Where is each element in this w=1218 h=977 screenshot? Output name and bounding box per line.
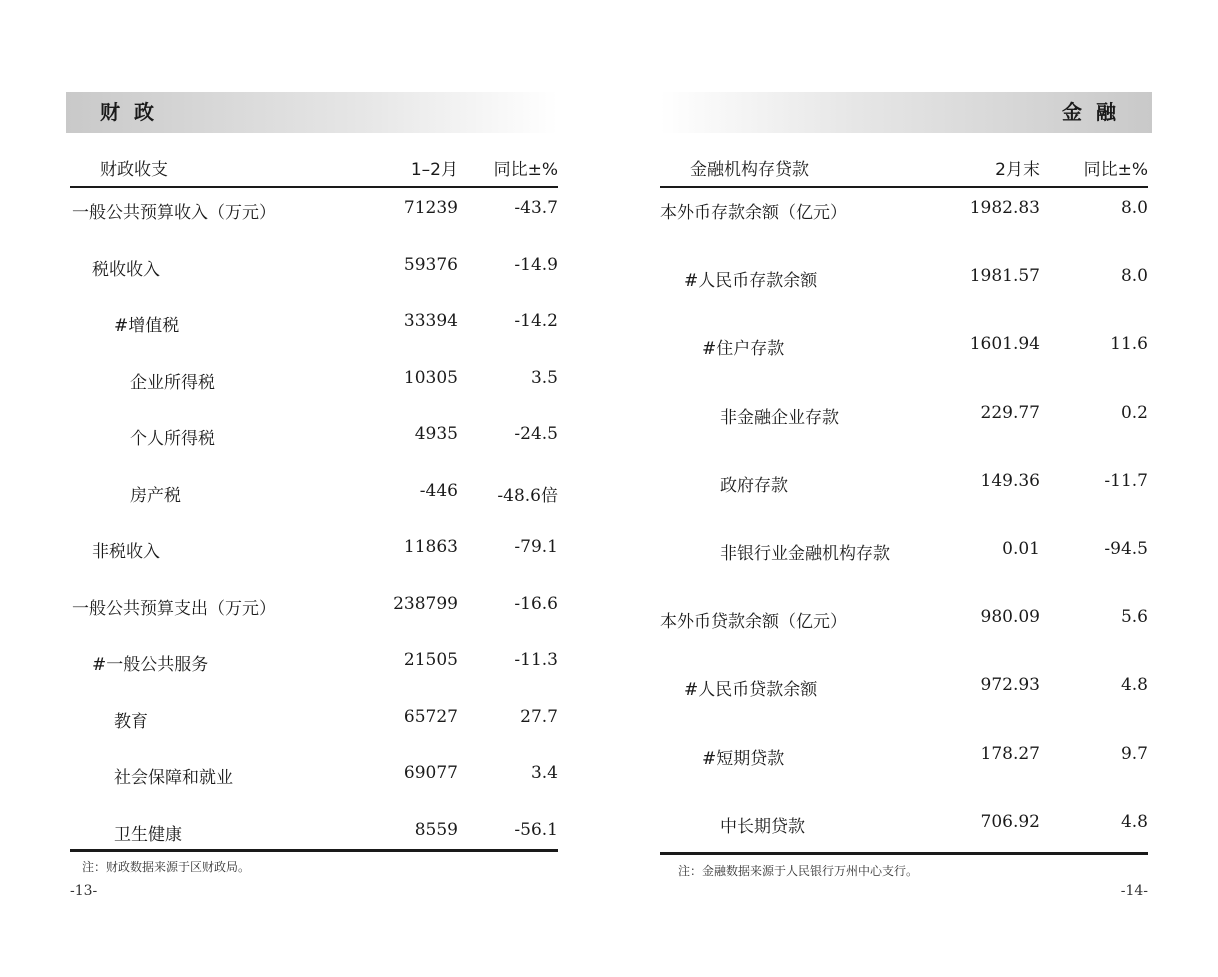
page-number: -13- bbox=[70, 883, 98, 899]
row-yoy: 4.8 bbox=[1120, 675, 1148, 696]
row-value: 1601.94 bbox=[969, 334, 1040, 355]
row-yoy: 3.4 bbox=[530, 763, 558, 783]
row-label: 政府存款 bbox=[720, 475, 788, 496]
row-yoy: 4.8 bbox=[1120, 811, 1148, 832]
row-label: #一般公共服务 bbox=[92, 655, 209, 675]
table-row bbox=[70, 188, 558, 245]
source-note: 注：财政数据来源于区财政局。 bbox=[82, 860, 251, 874]
row-label: #人民币贷款余额 bbox=[684, 680, 818, 701]
table-row bbox=[70, 358, 558, 415]
header-period: 2月末 bbox=[995, 160, 1040, 180]
row-label: #住户存款 bbox=[702, 339, 785, 360]
row-yoy: -48.6倍 bbox=[497, 485, 558, 506]
row-value: 10305 bbox=[403, 367, 458, 388]
table-row bbox=[70, 584, 558, 641]
row-yoy: 9.7 bbox=[1120, 743, 1148, 764]
row-yoy: 5.6 bbox=[1120, 607, 1148, 628]
row-value: -446 bbox=[419, 480, 458, 501]
table-row bbox=[660, 461, 1148, 529]
row-value: 972.93 bbox=[980, 675, 1040, 696]
row-value: 8559 bbox=[414, 819, 458, 840]
row-value: 980.09 bbox=[980, 607, 1040, 628]
row-label: 中长期贷款 bbox=[720, 816, 805, 837]
row-label: 教育 bbox=[114, 711, 148, 732]
table-row bbox=[660, 802, 1148, 870]
table-row bbox=[660, 393, 1148, 461]
row-value: 65727 bbox=[403, 706, 458, 727]
row-value: 229.77 bbox=[980, 402, 1040, 423]
header-item: 金融机构存贷款 bbox=[690, 160, 809, 180]
row-label: 社会保障和就业 bbox=[114, 768, 233, 788]
row-yoy: -56.1 bbox=[514, 819, 558, 840]
table-row bbox=[70, 527, 558, 584]
section-title: 金融 bbox=[1062, 100, 1130, 124]
row-value: 1982.83 bbox=[969, 198, 1040, 218]
row-value: 71239 bbox=[403, 198, 458, 218]
row-label: 企业所得税 bbox=[130, 372, 215, 393]
table-row bbox=[70, 301, 558, 358]
row-yoy: -11.7 bbox=[1104, 470, 1148, 491]
row-label: 非税收入 bbox=[92, 542, 160, 562]
table-row bbox=[660, 324, 1148, 392]
row-label: 一般公共预算支出（万元） bbox=[72, 598, 276, 619]
row-yoy: -14.9 bbox=[514, 254, 558, 275]
table-bottom-rule bbox=[660, 852, 1148, 855]
banking-table bbox=[660, 152, 1148, 870]
table-row bbox=[660, 597, 1148, 665]
table-header bbox=[660, 152, 1148, 188]
row-yoy: 8.0 bbox=[1120, 198, 1148, 218]
row-yoy: 8.0 bbox=[1120, 266, 1148, 287]
fiscal-table bbox=[70, 152, 558, 866]
header-yoy: 同比±% bbox=[493, 160, 558, 180]
source-note: 注：金融数据来源于人民银行万州中心支行。 bbox=[678, 864, 919, 878]
table-row bbox=[660, 256, 1148, 324]
row-label: 本外币贷款余额（亿元） bbox=[660, 612, 847, 633]
row-value: 0.01 bbox=[1002, 538, 1040, 559]
section-title: 财政 bbox=[100, 100, 168, 124]
row-value: 178.27 bbox=[980, 743, 1040, 764]
header-yoy: 同比±% bbox=[1083, 160, 1148, 180]
table-row bbox=[660, 665, 1148, 733]
row-yoy: -16.6 bbox=[514, 593, 558, 614]
row-label: 卫生健康 bbox=[114, 824, 182, 845]
row-yoy: 11.6 bbox=[1110, 334, 1148, 355]
row-label: 非银行业金融机构存款 bbox=[720, 543, 890, 564]
row-yoy: 0.2 bbox=[1120, 402, 1148, 423]
table-row bbox=[70, 414, 558, 471]
row-value: 4935 bbox=[414, 424, 458, 444]
row-label: #增值税 bbox=[114, 316, 180, 336]
table-row bbox=[70, 697, 558, 754]
row-label: #人民币存款余额 bbox=[684, 271, 818, 292]
header-period: 1–2月 bbox=[410, 160, 458, 180]
page-number: -14- bbox=[1120, 883, 1148, 899]
section-banner-banking bbox=[660, 92, 1152, 133]
table-row bbox=[70, 471, 558, 528]
table-header bbox=[70, 152, 558, 188]
row-yoy: -24.5 bbox=[514, 424, 558, 444]
table-row bbox=[660, 188, 1148, 256]
row-label: 房产税 bbox=[130, 485, 181, 506]
row-yoy: -14.2 bbox=[514, 311, 558, 331]
row-yoy: 3.5 bbox=[530, 367, 558, 388]
row-yoy: -11.3 bbox=[514, 650, 558, 670]
section-banner-finance bbox=[66, 92, 558, 133]
row-label: 个人所得税 bbox=[130, 429, 215, 449]
row-value: 149.36 bbox=[980, 470, 1040, 491]
row-value: 1981.57 bbox=[969, 266, 1040, 287]
row-label: #短期贷款 bbox=[702, 748, 785, 769]
row-value: 238799 bbox=[393, 593, 458, 614]
header-item: 财政收支 bbox=[100, 160, 168, 180]
row-value: 21505 bbox=[403, 650, 458, 670]
table-row bbox=[70, 245, 558, 302]
row-label: 税收收入 bbox=[92, 259, 160, 280]
table-bottom-rule bbox=[70, 849, 558, 852]
row-value: 11863 bbox=[403, 537, 458, 557]
row-yoy: -79.1 bbox=[514, 537, 558, 557]
row-value: 706.92 bbox=[980, 811, 1040, 832]
row-value: 59376 bbox=[403, 254, 458, 275]
row-value: 33394 bbox=[403, 311, 458, 331]
row-value: 69077 bbox=[403, 763, 458, 783]
row-yoy: 27.7 bbox=[520, 706, 558, 727]
table-row bbox=[660, 734, 1148, 802]
row-label: 本外币存款余额（亿元） bbox=[660, 203, 847, 223]
row-label: 非金融企业存款 bbox=[720, 407, 839, 428]
row-yoy: -43.7 bbox=[514, 198, 558, 218]
table-row bbox=[70, 753, 558, 810]
row-label: 一般公共预算收入（万元） bbox=[72, 203, 276, 223]
table-row bbox=[660, 529, 1148, 597]
row-yoy: -94.5 bbox=[1104, 538, 1148, 559]
table-row bbox=[70, 640, 558, 697]
